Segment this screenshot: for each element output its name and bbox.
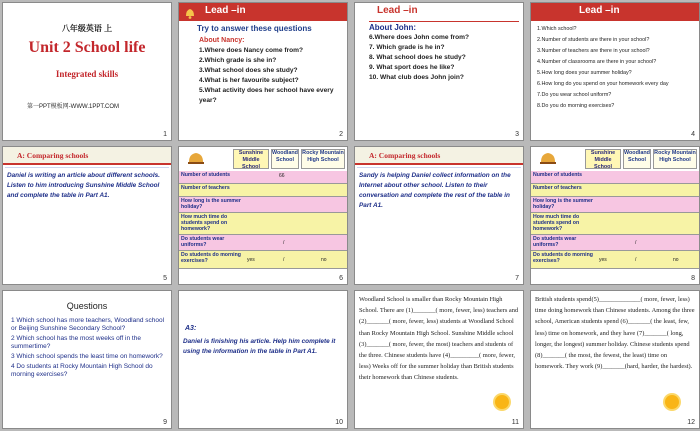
row-label: Do students do morning exercises? bbox=[181, 252, 241, 264]
list-item: 2 Which school has the most weeks off in the summertime? bbox=[11, 335, 141, 350]
table-row bbox=[179, 171, 348, 184]
table-cell: 66 bbox=[279, 173, 285, 179]
slide-number: 9 bbox=[163, 419, 167, 426]
table-cell: / bbox=[635, 257, 637, 263]
list-item: 3 Which school spends the least time on homework? bbox=[11, 353, 163, 360]
row-label: How long is the summer holiday? bbox=[181, 198, 241, 210]
passage-text: British students spend(5)_____________( more, fewer, less) time doing homework than Chinese students. Among the three school, American students spend (6)_______( the least, few, less) time on homework, and they have (7)_______( long, longer, the longest) summer holiday. Chinese students spend (8)_______( the most, the fewest, the least) time on homework. They work (9)_______(hard, harder, the hardest). bbox=[535, 296, 695, 371]
slide-number: 10 bbox=[335, 419, 343, 426]
slide-thumbnail-10[interactable] bbox=[178, 290, 348, 429]
slide-number: 1 bbox=[163, 131, 167, 138]
slide-thumbnail-1[interactable] bbox=[2, 2, 172, 141]
slide-thumbnail-2[interactable] bbox=[178, 2, 348, 141]
list-item: 9. What sport does he like? bbox=[369, 64, 455, 71]
column-header: Sunshine Middle School bbox=[585, 149, 621, 169]
slide-thumbnail-7[interactable] bbox=[354, 146, 524, 285]
table-cell: no bbox=[321, 257, 327, 263]
list-item: 1.Which school? bbox=[537, 26, 577, 32]
slide-subheader: Try to answer these questions bbox=[197, 24, 312, 33]
bell-icon bbox=[537, 150, 559, 166]
table-row bbox=[179, 184, 348, 197]
list-item: 4.What is her favourite subject? bbox=[199, 77, 299, 84]
table-row bbox=[179, 197, 348, 213]
sun-icon bbox=[495, 395, 509, 409]
header-divider bbox=[357, 167, 521, 168]
table-row bbox=[531, 251, 700, 269]
slide-number: 7 bbox=[515, 275, 519, 282]
list-item: 4.Number of classrooms are there in your school? bbox=[537, 59, 657, 65]
slide-number: 6 bbox=[339, 275, 343, 282]
column-header: Woodland School bbox=[271, 149, 299, 169]
passage-text: Woodland School is smaller than Rocky Mountain High School. There are (1)_______( more, fewer, less) teachers and (2)_______( more, fewer, less) students at Woodland School than Rocky Mountain High School. Sunshine Middle school (3)_______( more, fewer, the most) teachers and students of the three. Chinese students have (4)_________( more, fewer, less) Weeks off for the summer holiday than British students their homework than Chinese students. bbox=[359, 296, 519, 382]
row-label: Do students do morning exercises? bbox=[533, 252, 593, 264]
slide-thumbnail-6[interactable] bbox=[178, 146, 348, 285]
slide-title: A3: bbox=[185, 325, 197, 332]
slide-header-title: Lead –in bbox=[377, 5, 418, 16]
slide-grade-label: 八年级英语 上 bbox=[61, 24, 113, 33]
column-header: Rocky Mountain High School bbox=[301, 149, 345, 169]
list-item: 6.How long do you spend on your homework every day bbox=[537, 81, 669, 87]
list-item: 1 Which school has more teachers, Woodland school or Beijing Sunshine Secondary School? bbox=[11, 317, 165, 332]
table-row bbox=[179, 213, 348, 235]
slide-thumbnail-4[interactable] bbox=[530, 2, 700, 141]
list-item: 1.Where does Nancy come from? bbox=[199, 47, 304, 54]
list-item: 8.Do you do morning exercises? bbox=[537, 103, 615, 109]
table-row bbox=[179, 251, 348, 269]
question-list bbox=[369, 23, 523, 83]
question-list bbox=[11, 317, 169, 381]
row-label: Do students wear uniforms? bbox=[181, 236, 225, 248]
list-item: 5.What activity does her school have every year? bbox=[199, 87, 334, 104]
slide-title: Questions bbox=[66, 301, 108, 311]
slide-title: Unit 2 School life bbox=[28, 39, 146, 56]
table-cell: yes bbox=[599, 257, 607, 263]
slide-number: 5 bbox=[163, 275, 167, 282]
slide-header-title: A: Comparing schools bbox=[17, 151, 89, 160]
list-item: 8. What school does he study? bbox=[369, 54, 466, 61]
slide-thumbnail-8[interactable] bbox=[530, 146, 700, 285]
list-item: 3.Number of teachers are there in your school? bbox=[537, 48, 650, 54]
question-list bbox=[537, 24, 697, 112]
table-row bbox=[179, 235, 348, 251]
instruction-text: Sandy is helping Daniel collect information on the Internet about other school. Listen to their conversation and complete the rest of the table in Part A1. bbox=[359, 172, 511, 209]
table-row bbox=[531, 197, 700, 213]
table-row bbox=[531, 213, 700, 235]
about-label: About John: bbox=[369, 23, 417, 32]
row-label: Number of students bbox=[181, 172, 230, 178]
header-divider bbox=[5, 167, 169, 168]
table-cell: yes bbox=[247, 257, 255, 263]
slide-thumbnail-3[interactable] bbox=[354, 2, 524, 141]
slide-header-title: Lead –in bbox=[579, 5, 620, 16]
slide-thumbnail-12[interactable] bbox=[530, 290, 700, 429]
table-row bbox=[531, 184, 700, 197]
list-item: 10. What club does John join? bbox=[369, 74, 464, 81]
slide-thumbnail-9[interactable] bbox=[2, 290, 172, 429]
bell-icon bbox=[185, 150, 207, 166]
list-item: 4 Do students at Rocky Mountain High School do morning exercises? bbox=[11, 363, 153, 378]
slide-number: 3 bbox=[515, 131, 519, 138]
slide-number: 12 bbox=[687, 419, 695, 426]
list-item: 5.How long does your summer holiday? bbox=[537, 70, 632, 76]
column-header: Rocky Mountain High School bbox=[653, 149, 697, 169]
slide-footer: 第一PPT模板网-WWW.1PPT.COM bbox=[27, 104, 119, 110]
list-item: 7. Which grade is he in? bbox=[369, 44, 445, 51]
list-item: 7.Do you wear school uniform? bbox=[537, 92, 612, 98]
column-header: Sunshine Middle School bbox=[233, 149, 269, 169]
row-label: Number of teachers bbox=[181, 185, 230, 191]
row-label: How much time do students spend on homework? bbox=[181, 214, 228, 232]
sun-icon bbox=[665, 395, 679, 409]
about-label: About Nancy: bbox=[199, 37, 245, 44]
list-item: 3.What school does she study? bbox=[199, 67, 298, 74]
slide-header-title: A: Comparing schools bbox=[369, 151, 441, 160]
table-row bbox=[531, 171, 700, 184]
table-cell: / bbox=[283, 257, 285, 263]
header-divider bbox=[369, 21, 519, 22]
instruction-text: Daniel is finishing his article. Help him complete it using the information in the table in Part A1. bbox=[183, 338, 336, 355]
list-item: 6.Where does John come from? bbox=[369, 34, 470, 41]
row-label: Number of teachers bbox=[533, 185, 582, 191]
slide-number: 11 bbox=[511, 419, 519, 426]
table-cell: no bbox=[673, 257, 679, 263]
table-row bbox=[531, 235, 700, 251]
slide-number: 4 bbox=[691, 131, 695, 138]
row-label: How long is the summer holiday? bbox=[533, 198, 593, 210]
table-cell: / bbox=[283, 240, 285, 246]
slide-number: 2 bbox=[339, 131, 343, 138]
instruction-text: Daniel is writing an article about different schools. Listen to him introducing Sunshine Middle School and complete the table in Part A1. bbox=[7, 172, 160, 199]
row-label: How much time do students spend on homework? bbox=[533, 214, 580, 232]
table-cell: / bbox=[635, 240, 637, 246]
list-item: 2.Which grade is she in? bbox=[199, 57, 277, 64]
slide-thumbnail-11[interactable] bbox=[354, 290, 524, 429]
row-label: Number of students bbox=[533, 172, 582, 178]
slide-number: 8 bbox=[691, 275, 695, 282]
slide-header-title: Lead –in bbox=[205, 5, 246, 16]
row-label: Do students wear uniforms? bbox=[533, 236, 577, 248]
question-list bbox=[199, 36, 347, 106]
slide-subtitle: Integrated skills bbox=[55, 69, 119, 79]
column-header: Woodland School bbox=[623, 149, 651, 169]
slide-thumbnail-5[interactable] bbox=[2, 146, 172, 285]
bell-icon bbox=[183, 6, 197, 20]
list-item: 2.Number of students are there in your school? bbox=[537, 37, 650, 43]
